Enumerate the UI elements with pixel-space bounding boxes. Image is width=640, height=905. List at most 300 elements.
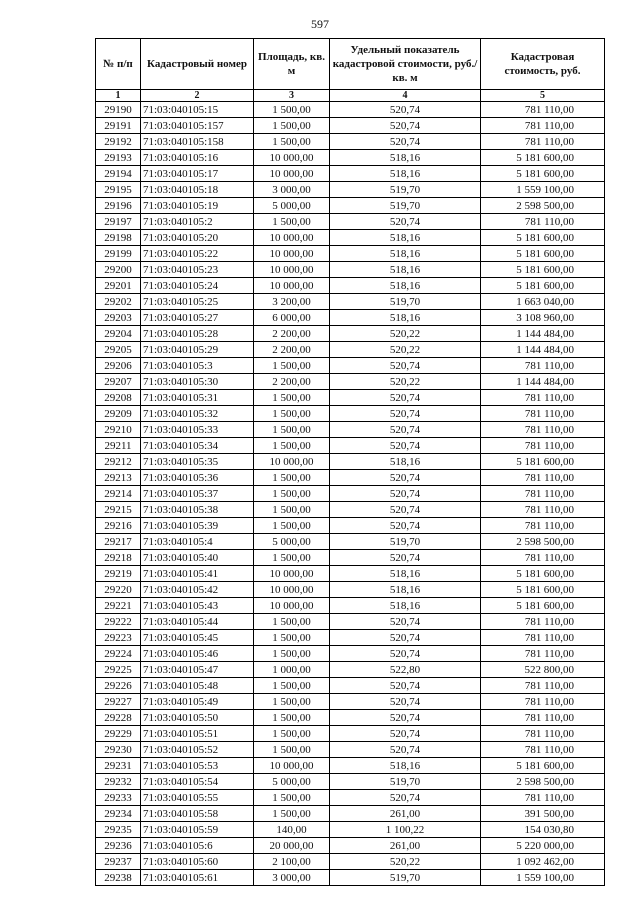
- specific-value-cell: 520,74: [330, 550, 481, 566]
- specific-value-cell: 520,74: [330, 102, 481, 118]
- cadastral-number-cell: 71:03:040105:4: [141, 534, 254, 550]
- specific-value-cell: 520,74: [330, 470, 481, 486]
- cadastral-value-cell: 2 598 500,00: [481, 198, 605, 214]
- specific-value-cell: 520,74: [330, 614, 481, 630]
- area-cell: 1 500,00: [254, 678, 330, 694]
- cadastral-value-cell: 1 559 100,00: [481, 870, 605, 886]
- specific-value-cell: 520,74: [330, 502, 481, 518]
- table-row: [96, 822, 605, 838]
- table-row: [96, 854, 605, 870]
- specific-value-cell: 518,16: [330, 758, 481, 774]
- cadastral-value-cell: 781 110,00: [481, 438, 605, 454]
- row-number-cell: 29196: [96, 198, 141, 214]
- table-row: [96, 614, 605, 630]
- specific-value-cell: 520,74: [330, 518, 481, 534]
- row-number-cell: 29206: [96, 358, 141, 374]
- specific-value-cell: 520,22: [330, 342, 481, 358]
- cadastral-number-cell: 71:03:040105:36: [141, 470, 254, 486]
- specific-value-cell: 520,74: [330, 790, 481, 806]
- area-cell: 5 000,00: [254, 198, 330, 214]
- specific-value-cell: 522,80: [330, 662, 481, 678]
- cadastral-value-cell: 5 181 600,00: [481, 566, 605, 582]
- row-number-cell: 29200: [96, 262, 141, 278]
- row-number-cell: 29235: [96, 822, 141, 838]
- table-row: [96, 310, 605, 326]
- row-number-cell: 29215: [96, 502, 141, 518]
- area-cell: 1 500,00: [254, 390, 330, 406]
- specific-value-cell: 520,74: [330, 678, 481, 694]
- specific-value-cell: 518,16: [330, 454, 481, 470]
- area-cell: 6 000,00: [254, 310, 330, 326]
- cadastral-value-cell: 781 110,00: [481, 710, 605, 726]
- row-number-cell: 29223: [96, 630, 141, 646]
- cadastral-value-cell: 781 110,00: [481, 118, 605, 134]
- cadastral-number-cell: 71:03:040105:32: [141, 406, 254, 422]
- table-row: [96, 550, 605, 566]
- table-row: [96, 166, 605, 182]
- row-number-cell: 29237: [96, 854, 141, 870]
- table-row: [96, 678, 605, 694]
- cadastral-value-cell: 781 110,00: [481, 742, 605, 758]
- cadastral-value-cell: 5 181 600,00: [481, 278, 605, 294]
- table-row: [96, 422, 605, 438]
- area-cell: 1 500,00: [254, 710, 330, 726]
- specific-value-cell: 520,74: [330, 358, 481, 374]
- cadastral-number-cell: 71:03:040105:58: [141, 806, 254, 822]
- row-number-cell: 29232: [96, 774, 141, 790]
- cadastral-value-cell: 5 181 600,00: [481, 246, 605, 262]
- cadastral-number-cell: 71:03:040105:6: [141, 838, 254, 854]
- cadastral-value-cell: 781 110,00: [481, 550, 605, 566]
- table-row: [96, 102, 605, 118]
- cadastral-value-cell: 781 110,00: [481, 214, 605, 230]
- cadastral-number-cell: 71:03:040105:44: [141, 614, 254, 630]
- row-number-cell: 29221: [96, 598, 141, 614]
- specific-value-cell: 520,74: [330, 710, 481, 726]
- specific-value-cell: 520,74: [330, 390, 481, 406]
- cadastral-value-cell: 1 663 040,00: [481, 294, 605, 310]
- header-area: Площадь, кв. м: [254, 39, 330, 90]
- area-cell: 10 000,00: [254, 454, 330, 470]
- table-row: [96, 278, 605, 294]
- specific-value-cell: 518,16: [330, 278, 481, 294]
- specific-value-cell: 520,74: [330, 438, 481, 454]
- area-cell: 1 500,00: [254, 102, 330, 118]
- cadastral-number-cell: 71:03:040105:19: [141, 198, 254, 214]
- cadastral-value-cell: 781 110,00: [481, 502, 605, 518]
- specific-value-cell: 520,74: [330, 742, 481, 758]
- area-cell: 5 000,00: [254, 534, 330, 550]
- specific-value-cell: 518,16: [330, 166, 481, 182]
- area-cell: 10 000,00: [254, 262, 330, 278]
- cadastral-value-cell: 1 144 484,00: [481, 342, 605, 358]
- area-cell: 1 500,00: [254, 470, 330, 486]
- table-row: [96, 582, 605, 598]
- cadastral-value-cell: 2 598 500,00: [481, 774, 605, 790]
- table-row: [96, 150, 605, 166]
- cadastral-value-cell: 781 110,00: [481, 726, 605, 742]
- cadastral-value-cell: 781 110,00: [481, 406, 605, 422]
- area-cell: 1 500,00: [254, 518, 330, 534]
- table-row: [96, 630, 605, 646]
- cadastral-value-cell: 5 181 600,00: [481, 262, 605, 278]
- column-number: 2: [141, 90, 254, 102]
- table-row: [96, 566, 605, 582]
- specific-value-cell: 520,74: [330, 694, 481, 710]
- table-row: [96, 326, 605, 342]
- specific-value-cell: 518,16: [330, 598, 481, 614]
- header-specific-value: Удельный показатель кадастровой стоимости, руб./кв. м: [330, 39, 481, 90]
- table-row: [96, 262, 605, 278]
- table-row: [96, 406, 605, 422]
- area-cell: 1 500,00: [254, 502, 330, 518]
- cadastral-number-cell: 71:03:040105:52: [141, 742, 254, 758]
- cadastral-number-cell: 71:03:040105:25: [141, 294, 254, 310]
- cadastral-number-cell: 71:03:040105:55: [141, 790, 254, 806]
- table-row: [96, 726, 605, 742]
- column-number: 4: [330, 90, 481, 102]
- cadastral-number-cell: 71:03:040105:27: [141, 310, 254, 326]
- area-cell: 2 200,00: [254, 326, 330, 342]
- row-number-cell: 29233: [96, 790, 141, 806]
- specific-value-cell: 520,74: [330, 726, 481, 742]
- cadastral-number-cell: 71:03:040105:34: [141, 438, 254, 454]
- cadastral-number-cell: 71:03:040105:37: [141, 486, 254, 502]
- column-number-row: [96, 90, 605, 102]
- cadastral-value-cell: 781 110,00: [481, 614, 605, 630]
- specific-value-cell: 1 100,22: [330, 822, 481, 838]
- header-cadastral-value: Кадастровая стоимость, руб.: [481, 39, 605, 90]
- table-row: [96, 246, 605, 262]
- area-cell: 3 000,00: [254, 870, 330, 886]
- row-number-cell: 29225: [96, 662, 141, 678]
- cadastral-number-cell: 71:03:040105:61: [141, 870, 254, 886]
- table-row: [96, 118, 605, 134]
- area-cell: 20 000,00: [254, 838, 330, 854]
- row-number-cell: 29205: [96, 342, 141, 358]
- area-cell: 2 200,00: [254, 374, 330, 390]
- cadastral-value-cell: 781 110,00: [481, 422, 605, 438]
- cadastral-number-cell: 71:03:040105:48: [141, 678, 254, 694]
- row-number-cell: 29193: [96, 150, 141, 166]
- cadastral-number-cell: 71:03:040105:16: [141, 150, 254, 166]
- area-cell: 1 500,00: [254, 214, 330, 230]
- cadastral-number-cell: 71:03:040105:60: [141, 854, 254, 870]
- table-row: [96, 198, 605, 214]
- specific-value-cell: 519,70: [330, 198, 481, 214]
- cadastral-value-cell: 3 108 960,00: [481, 310, 605, 326]
- cadastral-value-cell: 391 500,00: [481, 806, 605, 822]
- area-cell: 1 500,00: [254, 694, 330, 710]
- cadastral-value-cell: 781 110,00: [481, 790, 605, 806]
- specific-value-cell: 520,22: [330, 854, 481, 870]
- area-cell: 1 500,00: [254, 742, 330, 758]
- cadastral-value-cell: 1 092 462,00: [481, 854, 605, 870]
- cadastral-number-cell: 71:03:040105:29: [141, 342, 254, 358]
- cadastral-number-cell: 71:03:040105:18: [141, 182, 254, 198]
- specific-value-cell: 518,16: [330, 246, 481, 262]
- area-cell: 1 000,00: [254, 662, 330, 678]
- cadastral-value-cell: 1 144 484,00: [481, 374, 605, 390]
- row-number-cell: 29208: [96, 390, 141, 406]
- cadastral-number-cell: 71:03:040105:31: [141, 390, 254, 406]
- specific-value-cell: 518,16: [330, 310, 481, 326]
- table-row: [96, 486, 605, 502]
- area-cell: 10 000,00: [254, 582, 330, 598]
- cadastral-value-cell: 5 181 600,00: [481, 166, 605, 182]
- area-cell: 1 500,00: [254, 438, 330, 454]
- row-number-cell: 29217: [96, 534, 141, 550]
- header-cadastral-number: Кадастровый номер: [141, 39, 254, 90]
- area-cell: 10 000,00: [254, 278, 330, 294]
- area-cell: 10 000,00: [254, 246, 330, 262]
- cadastral-number-cell: 71:03:040105:41: [141, 566, 254, 582]
- specific-value-cell: 518,16: [330, 582, 481, 598]
- area-cell: 1 500,00: [254, 406, 330, 422]
- cadastral-number-cell: 71:03:040105:54: [141, 774, 254, 790]
- row-number-cell: 29210: [96, 422, 141, 438]
- area-cell: 1 500,00: [254, 134, 330, 150]
- specific-value-cell: 519,70: [330, 774, 481, 790]
- row-number-cell: 29234: [96, 806, 141, 822]
- specific-value-cell: 520,22: [330, 326, 481, 342]
- specific-value-cell: 520,22: [330, 374, 481, 390]
- area-cell: 1 500,00: [254, 646, 330, 662]
- cadastral-number-cell: 71:03:040105:3: [141, 358, 254, 374]
- specific-value-cell: 518,16: [330, 262, 481, 278]
- row-number-cell: 29229: [96, 726, 141, 742]
- cadastral-number-cell: 71:03:040105:49: [141, 694, 254, 710]
- table-row: [96, 502, 605, 518]
- cadastral-value-cell: 5 181 600,00: [481, 598, 605, 614]
- specific-value-cell: 519,70: [330, 294, 481, 310]
- row-number-cell: 29224: [96, 646, 141, 662]
- area-cell: 3 200,00: [254, 294, 330, 310]
- table-row: [96, 454, 605, 470]
- area-cell: 10 000,00: [254, 166, 330, 182]
- cadastral-number-cell: 71:03:040105:51: [141, 726, 254, 742]
- cadastral-number-cell: 71:03:040105:53: [141, 758, 254, 774]
- cadastral-number-cell: 71:03:040105:43: [141, 598, 254, 614]
- cadastral-value-cell: 781 110,00: [481, 470, 605, 486]
- cadastral-number-cell: 71:03:040105:157: [141, 118, 254, 134]
- area-cell: 1 500,00: [254, 806, 330, 822]
- column-number: 5: [481, 90, 605, 102]
- specific-value-cell: 261,00: [330, 806, 481, 822]
- cadastral-value-cell: 5 181 600,00: [481, 454, 605, 470]
- specific-value-cell: 520,74: [330, 646, 481, 662]
- cadastral-number-cell: 71:03:040105:59: [141, 822, 254, 838]
- area-cell: 3 000,00: [254, 182, 330, 198]
- row-number-cell: 29216: [96, 518, 141, 534]
- cadastral-number-cell: 71:03:040105:50: [141, 710, 254, 726]
- table-row: [96, 838, 605, 854]
- cadastral-number-cell: 71:03:040105:30: [141, 374, 254, 390]
- specific-value-cell: 518,16: [330, 230, 481, 246]
- table-row: [96, 646, 605, 662]
- cadastral-value-cell: 2 598 500,00: [481, 534, 605, 550]
- area-cell: 1 500,00: [254, 790, 330, 806]
- specific-value-cell: 520,74: [330, 134, 481, 150]
- cadastral-value-cell: 781 110,00: [481, 358, 605, 374]
- row-number-cell: 29201: [96, 278, 141, 294]
- table-row: [96, 182, 605, 198]
- cadastral-number-cell: 71:03:040105:46: [141, 646, 254, 662]
- specific-value-cell: 519,70: [330, 870, 481, 886]
- cadastral-value-cell: 781 110,00: [481, 678, 605, 694]
- specific-value-cell: 518,16: [330, 566, 481, 582]
- area-cell: 10 000,00: [254, 598, 330, 614]
- table-row: [96, 518, 605, 534]
- area-cell: 10 000,00: [254, 566, 330, 582]
- header-row-number: № п/п: [96, 39, 141, 90]
- row-number-cell: 29220: [96, 582, 141, 598]
- row-number-cell: 29219: [96, 566, 141, 582]
- row-number-cell: 29204: [96, 326, 141, 342]
- table-body: [96, 102, 605, 886]
- row-number-cell: 29231: [96, 758, 141, 774]
- table-row: [96, 806, 605, 822]
- table-row: [96, 470, 605, 486]
- row-number-cell: 29198: [96, 230, 141, 246]
- cadastral-value-cell: 154 030,80: [481, 822, 605, 838]
- cadastral-number-cell: 71:03:040105:158: [141, 134, 254, 150]
- cadastral-number-cell: 71:03:040105:20: [141, 230, 254, 246]
- cadastral-value-cell: 5 220 000,00: [481, 838, 605, 854]
- row-number-cell: 29228: [96, 710, 141, 726]
- table-row: [96, 662, 605, 678]
- row-number-cell: 29202: [96, 294, 141, 310]
- cadastral-number-cell: 71:03:040105:24: [141, 278, 254, 294]
- table-row: [96, 790, 605, 806]
- area-cell: 5 000,00: [254, 774, 330, 790]
- cadastral-value-cell: 781 110,00: [481, 518, 605, 534]
- cadastral-value-cell: 781 110,00: [481, 486, 605, 502]
- row-number-cell: 29236: [96, 838, 141, 854]
- cadastral-value-cell: 5 181 600,00: [481, 150, 605, 166]
- area-cell: 1 500,00: [254, 118, 330, 134]
- specific-value-cell: 518,16: [330, 150, 481, 166]
- row-number-cell: 29213: [96, 470, 141, 486]
- column-number: 3: [254, 90, 330, 102]
- cadastral-number-cell: 71:03:040105:38: [141, 502, 254, 518]
- row-number-cell: 29194: [96, 166, 141, 182]
- cadastral-number-cell: 71:03:040105:2: [141, 214, 254, 230]
- table-row: [96, 742, 605, 758]
- row-number-cell: 29203: [96, 310, 141, 326]
- area-cell: 1 500,00: [254, 358, 330, 374]
- specific-value-cell: 261,00: [330, 838, 481, 854]
- table-row: [96, 374, 605, 390]
- row-number-cell: 29226: [96, 678, 141, 694]
- area-cell: 10 000,00: [254, 230, 330, 246]
- cadastral-value-cell: 5 181 600,00: [481, 758, 605, 774]
- area-cell: 2 100,00: [254, 854, 330, 870]
- table-header-row: [96, 39, 605, 90]
- cadastral-value-cell: 781 110,00: [481, 390, 605, 406]
- cadastral-value-cell: 522 800,00: [481, 662, 605, 678]
- cadastral-value-cell: 781 110,00: [481, 102, 605, 118]
- row-number-cell: 29218: [96, 550, 141, 566]
- area-cell: 1 500,00: [254, 630, 330, 646]
- area-cell: 1 500,00: [254, 550, 330, 566]
- table-row: [96, 598, 605, 614]
- table-row: [96, 694, 605, 710]
- specific-value-cell: 520,74: [330, 630, 481, 646]
- area-cell: 1 500,00: [254, 614, 330, 630]
- table-row: [96, 710, 605, 726]
- table-row: [96, 342, 605, 358]
- cadastral-value-cell: 1 559 100,00: [481, 182, 605, 198]
- specific-value-cell: 520,74: [330, 406, 481, 422]
- specific-value-cell: 520,74: [330, 214, 481, 230]
- table-row: [96, 870, 605, 886]
- specific-value-cell: 520,74: [330, 486, 481, 502]
- table-row: [96, 214, 605, 230]
- cadastral-value-cell: 1 144 484,00: [481, 326, 605, 342]
- row-number-cell: 29191: [96, 118, 141, 134]
- row-number-cell: 29238: [96, 870, 141, 886]
- table-row: [96, 358, 605, 374]
- column-number: 1: [96, 90, 141, 102]
- row-number-cell: 29209: [96, 406, 141, 422]
- cadastral-number-cell: 71:03:040105:28: [141, 326, 254, 342]
- area-cell: 1 500,00: [254, 422, 330, 438]
- row-number-cell: 29192: [96, 134, 141, 150]
- specific-value-cell: 520,74: [330, 422, 481, 438]
- row-number-cell: 29211: [96, 438, 141, 454]
- cadastral-value-cell: 5 181 600,00: [481, 230, 605, 246]
- cadastral-value-table: [95, 38, 605, 886]
- cadastral-number-cell: 71:03:040105:47: [141, 662, 254, 678]
- cadastral-number-cell: 71:03:040105:42: [141, 582, 254, 598]
- cadastral-number-cell: 71:03:040105:17: [141, 166, 254, 182]
- specific-value-cell: 519,70: [330, 182, 481, 198]
- row-number-cell: 29190: [96, 102, 141, 118]
- row-number-cell: 29212: [96, 454, 141, 470]
- cadastral-number-cell: 71:03:040105:39: [141, 518, 254, 534]
- row-number-cell: 29227: [96, 694, 141, 710]
- row-number-cell: 29222: [96, 614, 141, 630]
- table-row: [96, 294, 605, 310]
- area-cell: 2 200,00: [254, 342, 330, 358]
- cadastral-value-cell: 781 110,00: [481, 630, 605, 646]
- cadastral-value-cell: 781 110,00: [481, 646, 605, 662]
- row-number-cell: 29195: [96, 182, 141, 198]
- cadastral-number-cell: 71:03:040105:23: [141, 262, 254, 278]
- area-cell: 10 000,00: [254, 150, 330, 166]
- area-cell: 140,00: [254, 822, 330, 838]
- row-number-cell: 29230: [96, 742, 141, 758]
- table-row: [96, 390, 605, 406]
- table-row: [96, 134, 605, 150]
- area-cell: 1 500,00: [254, 726, 330, 742]
- row-number-cell: 29214: [96, 486, 141, 502]
- row-number-cell: 29199: [96, 246, 141, 262]
- cadastral-number-cell: 71:03:040105:35: [141, 454, 254, 470]
- specific-value-cell: 519,70: [330, 534, 481, 550]
- cadastral-number-cell: 71:03:040105:22: [141, 246, 254, 262]
- table-row: [96, 758, 605, 774]
- specific-value-cell: 520,74: [330, 118, 481, 134]
- table-row: [96, 230, 605, 246]
- cadastral-number-cell: 71:03:040105:15: [141, 102, 254, 118]
- table-row: [96, 774, 605, 790]
- page-number: 597: [311, 17, 329, 31]
- table-row: [96, 534, 605, 550]
- cadastral-value-cell: 5 181 600,00: [481, 582, 605, 598]
- area-cell: 10 000,00: [254, 758, 330, 774]
